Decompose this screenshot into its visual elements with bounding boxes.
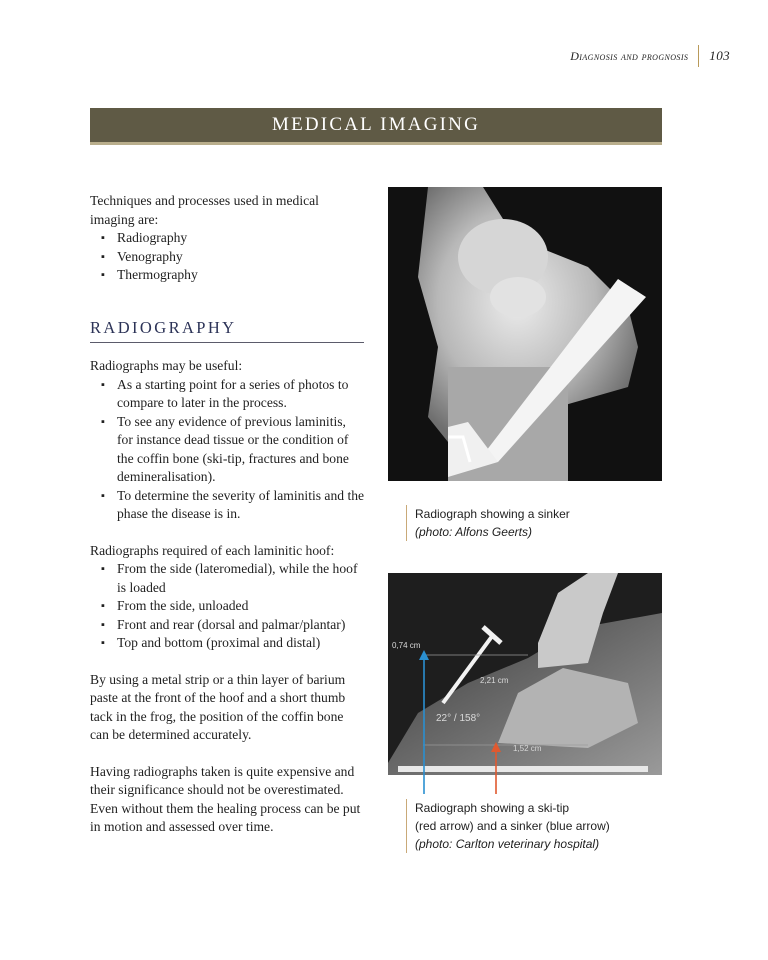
required-list [90, 560, 365, 653]
list-item: ▪ From the side (lateromedial), while the hoof is loaded [90, 560, 365, 597]
list-item: ▪ To determine the severity of laminitis and the phase the disease is in. [90, 487, 365, 524]
indicator-arrows [388, 640, 662, 800]
header-divider [698, 45, 699, 67]
section-title: Diagnosis and prognosis [570, 48, 689, 63]
list-item: ▪ From the side, unloaded [90, 597, 365, 616]
figure-caption-sinker [406, 505, 570, 541]
caption-text: Radiograph showing a sinker [415, 507, 570, 521]
list-item: ▪ Top and bottom (proximal and distal) [90, 634, 365, 653]
banner-title: MEDICAL IMAGING [271, 114, 481, 135]
radiography-body [90, 357, 365, 837]
measure-label-2: 2,21 cm [480, 676, 509, 685]
list-item: ▪ Thermography [90, 266, 365, 285]
skitip-arrow-icon [491, 742, 501, 752]
list-item: ▪ Front and rear (dorsal and palmar/plantar) [90, 616, 365, 635]
useful-intro: Radiographs may be useful: [90, 358, 243, 373]
intro-list [90, 229, 365, 285]
radiograph-sinker-svg [388, 187, 662, 481]
list-item: ▪ Venography [90, 248, 365, 267]
list-item: ▪ Radiography [90, 229, 365, 248]
figure-caption-skitip [406, 799, 610, 853]
caption-text-line-1: Radiograph showing a ski-tip [415, 801, 570, 815]
radiography-heading: RADIOGRAPHY [90, 318, 364, 343]
sinker-arrow-icon [419, 650, 429, 660]
measure-label-1: 0,74 cm [392, 641, 421, 650]
intro-text: Techniques and processes used in medical imaging are: [90, 193, 319, 227]
measure-label-3: 1,52 cm [513, 744, 542, 753]
page-number: 103 [709, 48, 730, 63]
intro-block [90, 192, 365, 285]
photo-credit: (photo: Carlton veterinary hospital) [415, 837, 600, 851]
caption-text-line-2: (red arrow) and a sinker (blue arrow) [415, 819, 610, 833]
required-intro: Radiographs required of each laminitic hoof: [90, 542, 335, 558]
paragraph-cost: Having radiographs taken is quite expensive and their significance should not be overestimated. Even without them the healing process can be put in motion and assessed over time. [90, 763, 361, 834]
list-item: ▪ As a starting point for a series of photos to compare to later in the process. [90, 376, 365, 413]
angle-label: 22° / 158° [436, 713, 481, 724]
chapter-banner [90, 108, 662, 145]
running-head [570, 46, 730, 66]
paragraph-barium: By using a metal strip or a thin layer of barium paste at the front of the hoof and a short thumb tack in the frog, the position of the coffin bone can be determined accurately. [90, 671, 346, 742]
useful-list [90, 376, 365, 524]
radiograph-sinker-image [388, 187, 662, 481]
list-item: ▪ To see any evidence of previous laminitis, for instance dead tissue or the condition of the coffin bone (ski-tip, fractures and bone demineralisation). [90, 413, 365, 487]
photo-credit: (photo: Alfons Geerts) [415, 525, 532, 539]
